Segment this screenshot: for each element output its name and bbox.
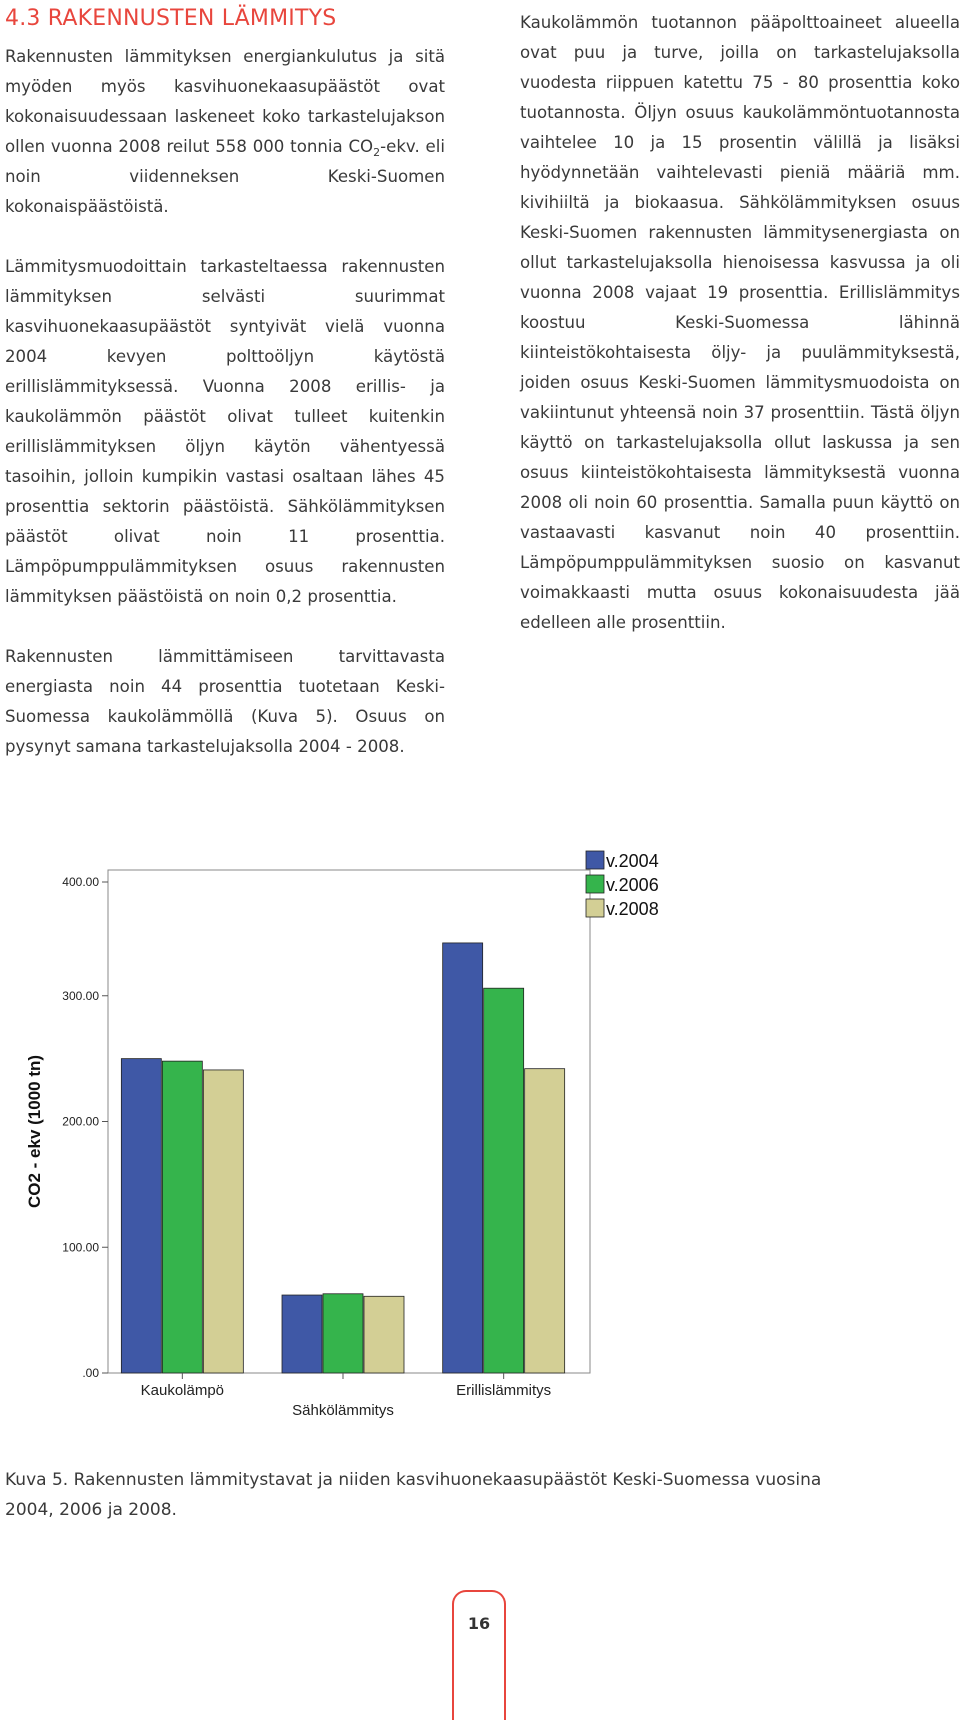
y-tick-label: 400.00 bbox=[62, 875, 99, 889]
co2-subscript: 2 bbox=[373, 146, 381, 159]
bar-1-2 bbox=[162, 1061, 202, 1373]
bar-1-3 bbox=[203, 1070, 243, 1373]
legend-label: v.2006 bbox=[606, 875, 659, 895]
y-tick-label: 100.00 bbox=[62, 1240, 99, 1255]
bar-2-3 bbox=[364, 1296, 404, 1373]
left-text-column bbox=[5, 42, 445, 792]
page-number-tab bbox=[452, 1590, 506, 1720]
emissions-bar-chart bbox=[0, 840, 700, 1430]
y-axis-label: CO2 - ekv (1000 tn) bbox=[25, 1054, 44, 1209]
y-tick-label: 200.00 bbox=[62, 1114, 99, 1129]
left-paragraph-3: Rakennusten lämmittämiseen tarvittavasta energiasta noin 44 prosenttia tuotetaan Keski-Suomessa kaukolämmöllä (Kuva 5). Osuus on pysynyt samana tarkastelujaksolla 2004 - 2008. bbox=[5, 647, 445, 756]
y-tick-label: 300.00 bbox=[62, 988, 99, 1003]
left-paragraph-2: Lämmitysmuodoittain tarkasteltaessa rakennusten lämmityksen selvästi suurimmat kasvihuonekaasupäästöt syntyivät vielä vuonna 2004 kevyen polttoöljyn käytöstä erillislämmityksessä. Vuonna 2008 erillis- ja kaukolämmön päästöt olivat tulleet kuitenkin erillislämmityksen öljyn käytön vähentyessä tasoihin, jolloin kumpikin vastasi osaltaan lähes 45 prosenttia sektorin päästöistä. Sähkölämmityksen päästöt olivat noin 11 prosenttia. Lämpöpumppulämmityksen osuus rakennusten lämmityksen päästöistä on noin 0,2 prosenttia. bbox=[5, 257, 445, 606]
legend-label: v.2004 bbox=[606, 851, 659, 871]
legend-label: v.2008 bbox=[606, 899, 659, 919]
bar-2-2 bbox=[323, 1294, 363, 1373]
chart-svg bbox=[0, 840, 700, 1430]
bar-3-1 bbox=[443, 943, 483, 1373]
legend-swatch bbox=[586, 851, 604, 869]
bar-1-1 bbox=[121, 1059, 161, 1373]
x-tick-label: Sähkölämmitys bbox=[292, 1402, 394, 1419]
y-tick-label: .00 bbox=[82, 1366, 99, 1380]
bar-2-1 bbox=[282, 1295, 322, 1373]
left-paragraph-1-end: -ekv. eli noin viidenneksen Keski-Suomen kokonaispäästöistä. bbox=[5, 137, 445, 216]
page-number: 16 bbox=[467, 1614, 491, 1633]
bar-3-3 bbox=[525, 1069, 565, 1373]
figure-caption: Kuva 5. Rakennusten lämmitystavat ja niiden kasvihuonekaasupäästöt Keski-Suomessa vuosina 2004, 2006 ja 2008. bbox=[5, 1470, 822, 1520]
left-paragraph-1 bbox=[5, 42, 445, 222]
x-tick-label: Kaukolämpö bbox=[140, 1382, 225, 1399]
legend-swatch bbox=[586, 899, 604, 917]
x-tick-label: Erillislämmitys bbox=[456, 1382, 552, 1399]
section-heading: 4.3 RAKENNUSTEN LÄMMITYS bbox=[5, 6, 337, 31]
left-paragraph-1-start: Rakennusten lämmityksen energiankulutus ja sitä myöden myös kasvihuonekaasupäästöt ovat kokonaisuudessaan laskeneet koko tarkastelujakson ollen vuonna 2008 reilut 558 000 tonnia CO bbox=[5, 47, 445, 156]
bar-3-2 bbox=[484, 988, 524, 1373]
legend-swatch bbox=[586, 875, 604, 893]
right-paragraph-1: Kaukolämmön tuotannon pääpolttoaineet alueella ovat puu ja turve, joilla on tarkastelujaksolla vuodesta riippuen katettu 75 - 80 prosenttia koko tuotannosta. Öljyn osuus kaukolämmöntuotannosta vaihtelee 10 ja 15 prosentin välillä ja lisäksi hyödynnetään vaihtelevasti pieniä määriä mm. kivihiiltä ja biokaasua. Sähkölämmityksen osuus Keski-Suomen rakennusten lämmitysenergiasta on ollut tarkastelujaksolla hienoisessa kasvussa ja oli vuonna 2008 vajaat 19 prosenttia. Erillislämmitys koostuu Keski-Suomessa lähinnä kiinteistökohtaisesta öljy- ja puulämmityksestä, joiden osuus Keski-Suomen lämmitysmuodoista on vakiintunut yhteensä noin 37 prosenttiin. Tästä öljyn käyttö on tarkastelujaksolla ollut laskussa ja sen osuus kiinteistökohtaisesta lämmityksestä vuonna 2008 oli noin 60 prosenttia. Samalla puun käyttö on vastaavasti kasvanut noin 40 prosenttiin. Lämpöpumppulämmityksen suosio on kasvanut voimakkaasti mutta osuus kokonaisuudesta jää edelleen alle prosenttiin. bbox=[520, 13, 960, 632]
right-text-column bbox=[520, 8, 960, 668]
